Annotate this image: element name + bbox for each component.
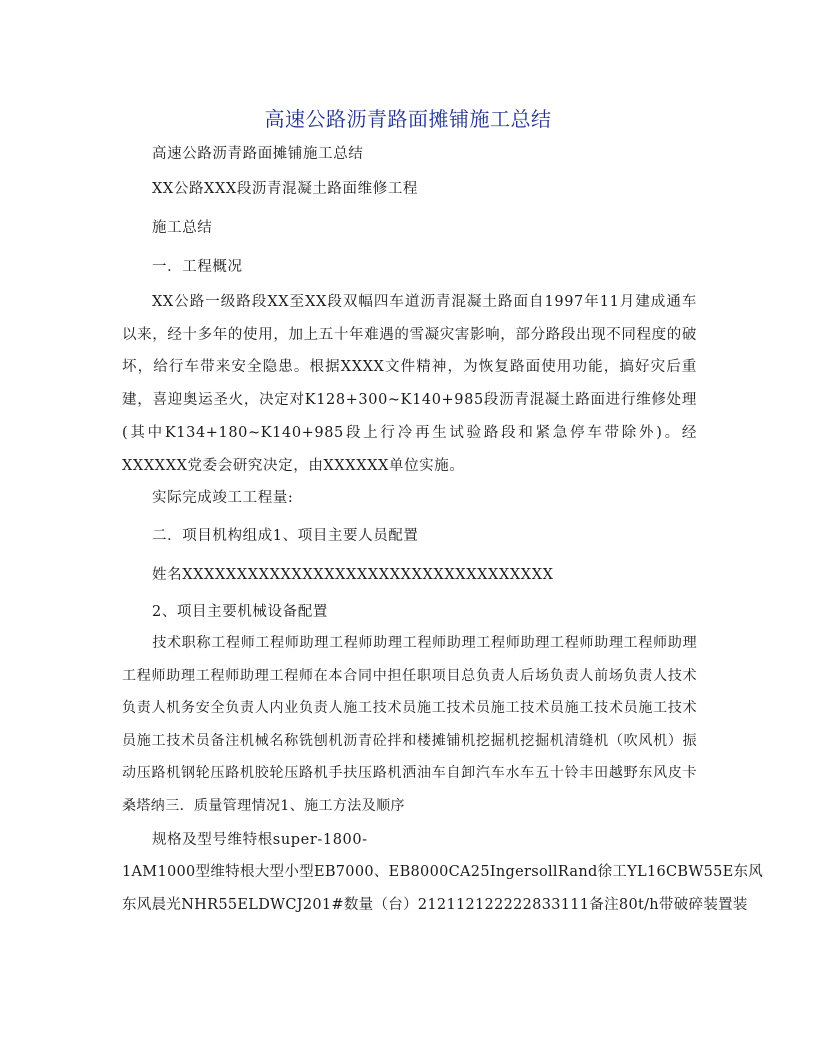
section2-heading: 二．项目机构组成1、项目主要人员配置: [152, 528, 419, 544]
model-line-1: 1AM1000型维特根大型小型EB7000、EB8000CA25IngersollRand徐工YL16CBW55E东风: [122, 864, 764, 880]
subtitle-line: 高速公路沥青路面摊铺施工总结: [152, 146, 364, 162]
completed-quantity-label: 实际完成竣工工程量:: [152, 490, 294, 506]
section1-body-text: XX公路一级路段XX至XX段双幅四车道沥青混凝土路面自1997年11月建成通车以来，经十多年的使用，加上五十年难遇的雪凝灾害影响，部分路段出现不同程度的破坏，给行车带来安全隐患。根据XXXX文件精神，为恢复路面使用功能，搞好灾后重建，喜迎奥运圣火，决定对K128+300~K140+985段沥青混凝土路面进行维修处理(其中K134+180~K140+985段上行冷再生试验路段和紧急停车带除外)。经XXXXXX党委会研究决定，由XXXXXX单位实施。: [122, 294, 697, 474]
section2-subheading: 2、项目主要机械设备配置: [152, 604, 328, 620]
model-line-2: 东风晨光NHR55ELDWCJ201#数量（台）212112122222833111备注80t/h带破碎装置装: [122, 897, 748, 913]
section1-body: [122, 286, 697, 482]
document-title: 高速公路沥青路面摊铺施工总结: [264, 107, 552, 131]
personnel-equipment-body: [122, 627, 697, 822]
spec-line: 规格及型号维特根super-1800-: [152, 832, 368, 848]
section1-heading: 一．工程概况: [152, 259, 243, 275]
personnel-equipment-text: 技术职称工程师工程师助理工程师助理工程师助理工程师助理工程师助理工程师助理工程师助理工程师助理工程师在本合同中担任职项目总负责人后场负责人前场负责人技术负责人机务安全负责人内业负责人施工技术员施工技术员施工技术员施工技术员施工技术员施工技术员备注机械名称铣刨机沥青砼拌和楼摊铺机挖掘机挖掘机清缝机（吹风机）振动压路机钢轮压路机胶轮压路机手扶压路机洒油车自卸汽车水车五十铃丰田越野东风皮卡桑塔纳三．质量管理情况1、施工方法及顺序: [122, 635, 697, 814]
names-line: 姓名XXXXXXXXXXXXXXXXXXXXXXXXXXXXXXXXXX: [152, 567, 554, 583]
project-line: XX公路XXX段沥青混凝土路面维修工程: [152, 181, 419, 197]
summary-label: 施工总结: [152, 220, 213, 236]
